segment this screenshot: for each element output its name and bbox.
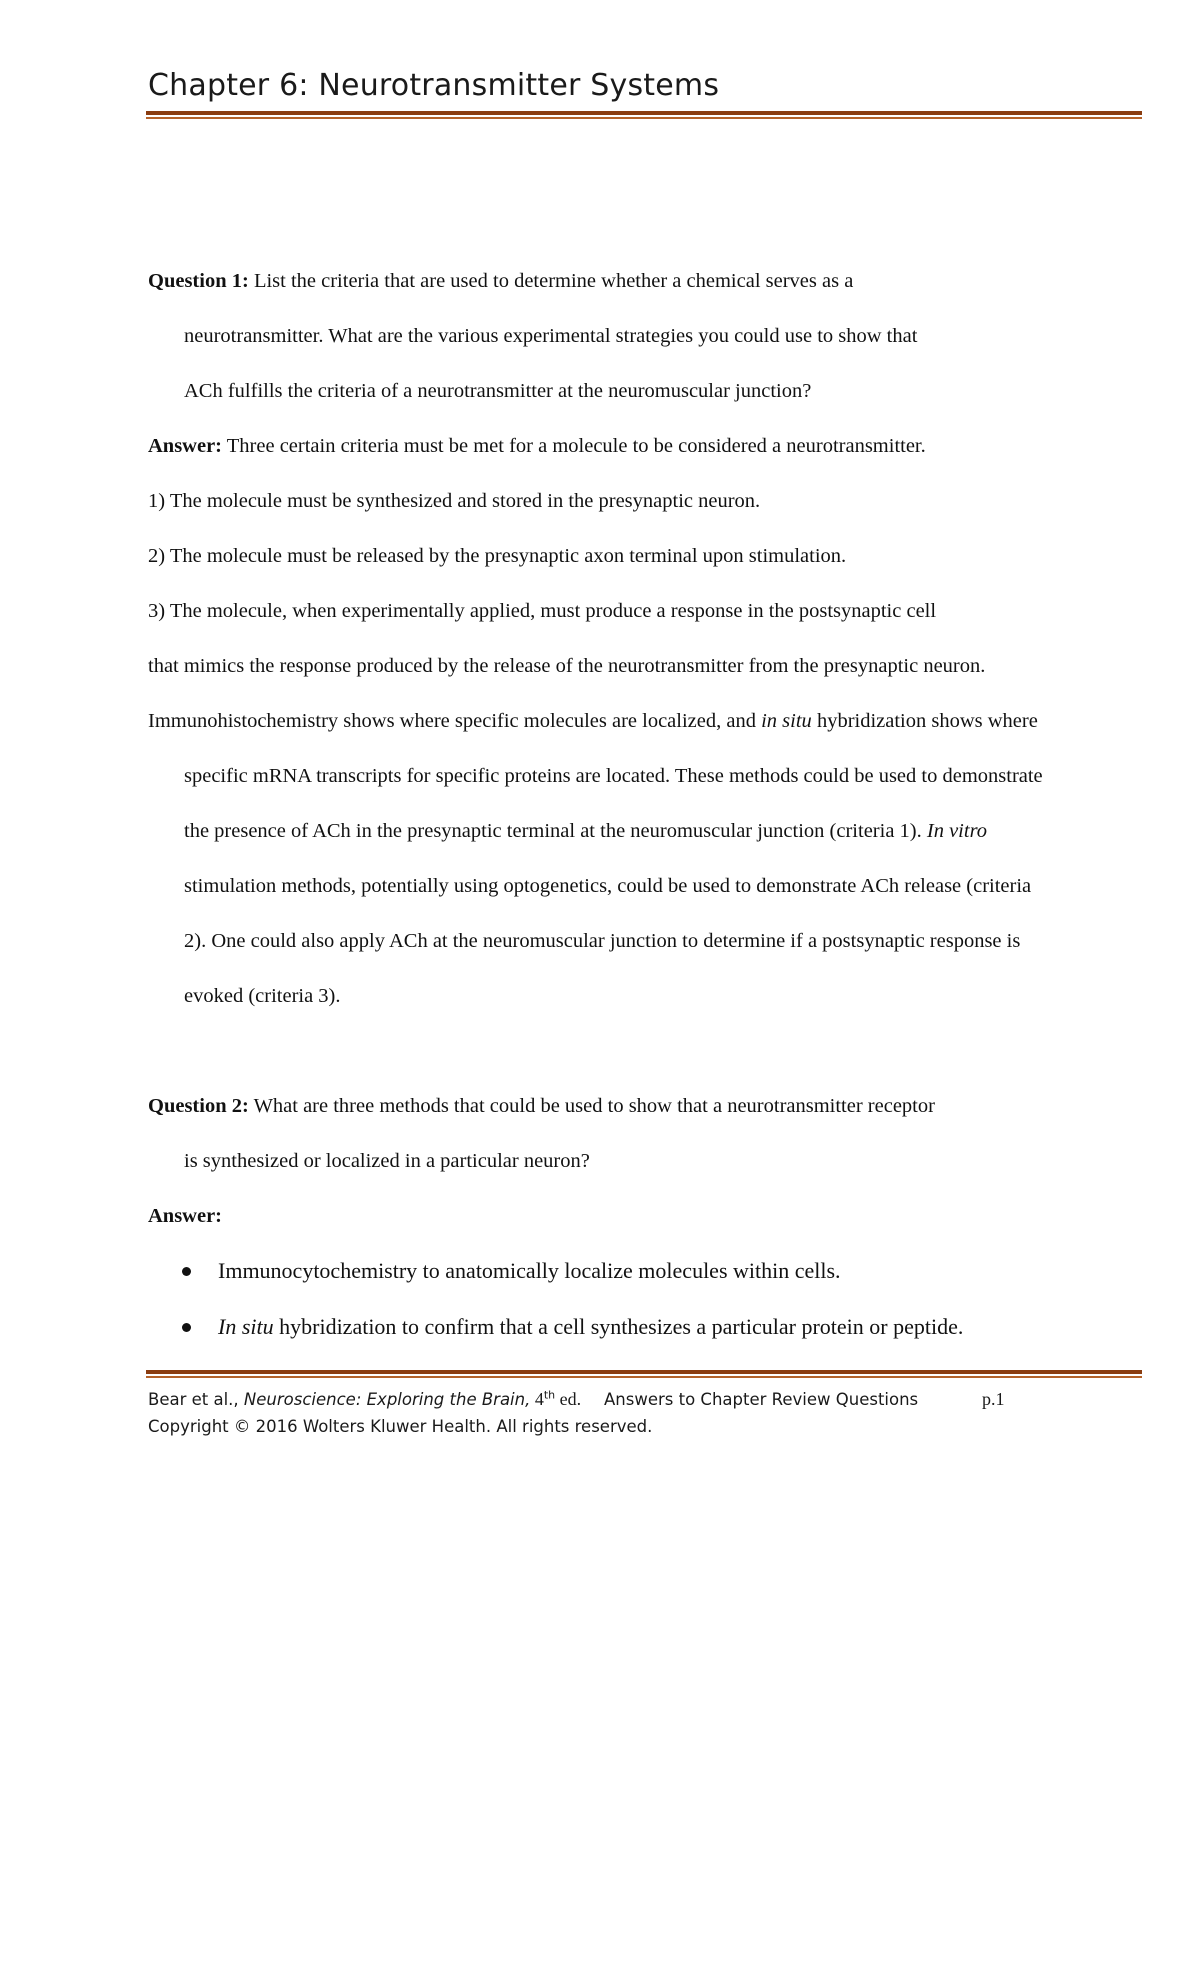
answers-label: Answers to Chapter Review Questions xyxy=(604,1390,919,1409)
question-1-line: neurotransmitter. What are the various experimental strategies you could use to show that xyxy=(184,325,918,347)
methods-paragraph-line: evoked (criteria 3). xyxy=(184,985,341,1007)
answer-1-intro: Answer: Three certain criteria must be met for a molecule to be considered a neurotransmitter. xyxy=(148,435,926,457)
methods-paragraph-line: stimulation methods, potentially using optogenetics, could be used to demonstrate ACh release (criteria xyxy=(184,875,1032,897)
page-footer xyxy=(148,1386,1138,1440)
chapter-title: Chapter 6: Neurotransmitter Systems xyxy=(148,68,720,103)
book-title: Neuroscience: Exploring the Brain, xyxy=(243,1390,531,1409)
bullet-icon xyxy=(182,1267,191,1276)
methods-paragraph-line: 2). One could also apply ACh at the neuromuscular junction to determine if a postsynaptic response is xyxy=(184,930,1021,952)
page-number: p.1 xyxy=(982,1389,1005,1409)
question-1-label: Question 1: xyxy=(148,270,249,292)
question-1 xyxy=(148,266,1138,321)
header-divider xyxy=(146,111,1142,119)
answer-2-label: Answer: xyxy=(148,1205,223,1227)
list-item: In situ hybridization to confirm that a cell synthesizes a particular protein or peptide. xyxy=(148,1312,1138,1368)
footer-citation-row: Bear et al., Neuroscience: Exploring the Brain, 4th ed. Answers to Chapter Review Questions p.1 xyxy=(148,1386,1138,1413)
question-1-text: List the criteria that are used to determine whether a chemical serves as a xyxy=(248,270,854,292)
citation-prefix: Bear et al., xyxy=(148,1390,244,1409)
answer-2-list xyxy=(148,1256,1138,1368)
question-2: Question 2: What are three methods that could be used to show that a neurotransmitter receptor xyxy=(148,1095,935,1117)
answer-2 xyxy=(148,1201,1138,1256)
bullet-icon xyxy=(182,1323,191,1332)
answer-1-label: Answer: xyxy=(148,435,223,457)
document-body xyxy=(148,266,1138,1368)
criterion-3-continued: that mimics the response produced by the release of the neurotransmitter from the presynaptic neuron. xyxy=(148,655,986,677)
list-item: Immunocytochemistry to anatomically localize molecules within cells. xyxy=(148,1256,1138,1312)
methods-paragraph: Immunohistochemistry shows where specific molecules are localized, and in situ hybridization shows where xyxy=(148,710,1038,732)
copyright: Copyright © 2016 Wolters Kluwer Health. All rights reserved. xyxy=(148,1417,653,1436)
question-2-line: is synthesized or localized in a particular neuron? xyxy=(184,1150,590,1172)
criterion-2: 2) The molecule must be released by the presynaptic axon terminal upon stimulation. xyxy=(148,545,847,567)
methods-paragraph-line: the presence of ACh in the presynaptic terminal at the neuromuscular junction (criteria 1). In vitro xyxy=(184,820,988,842)
methods-paragraph-line: specific mRNA transcripts for specific proteins are located. These methods could be used to demonstrate xyxy=(184,765,1043,787)
criterion-1: 1) The molecule must be synthesized and stored in the presynaptic neuron. xyxy=(148,490,761,512)
criterion-3: 3) The molecule, when experimentally applied, must produce a response in the postsynaptic cell xyxy=(148,600,937,622)
question-2-label: Question 2: xyxy=(148,1095,249,1117)
footer-divider xyxy=(146,1370,1142,1378)
question-1-line: ACh fulfills the criteria of a neurotransmitter at the neuromuscular junction? xyxy=(184,380,812,402)
